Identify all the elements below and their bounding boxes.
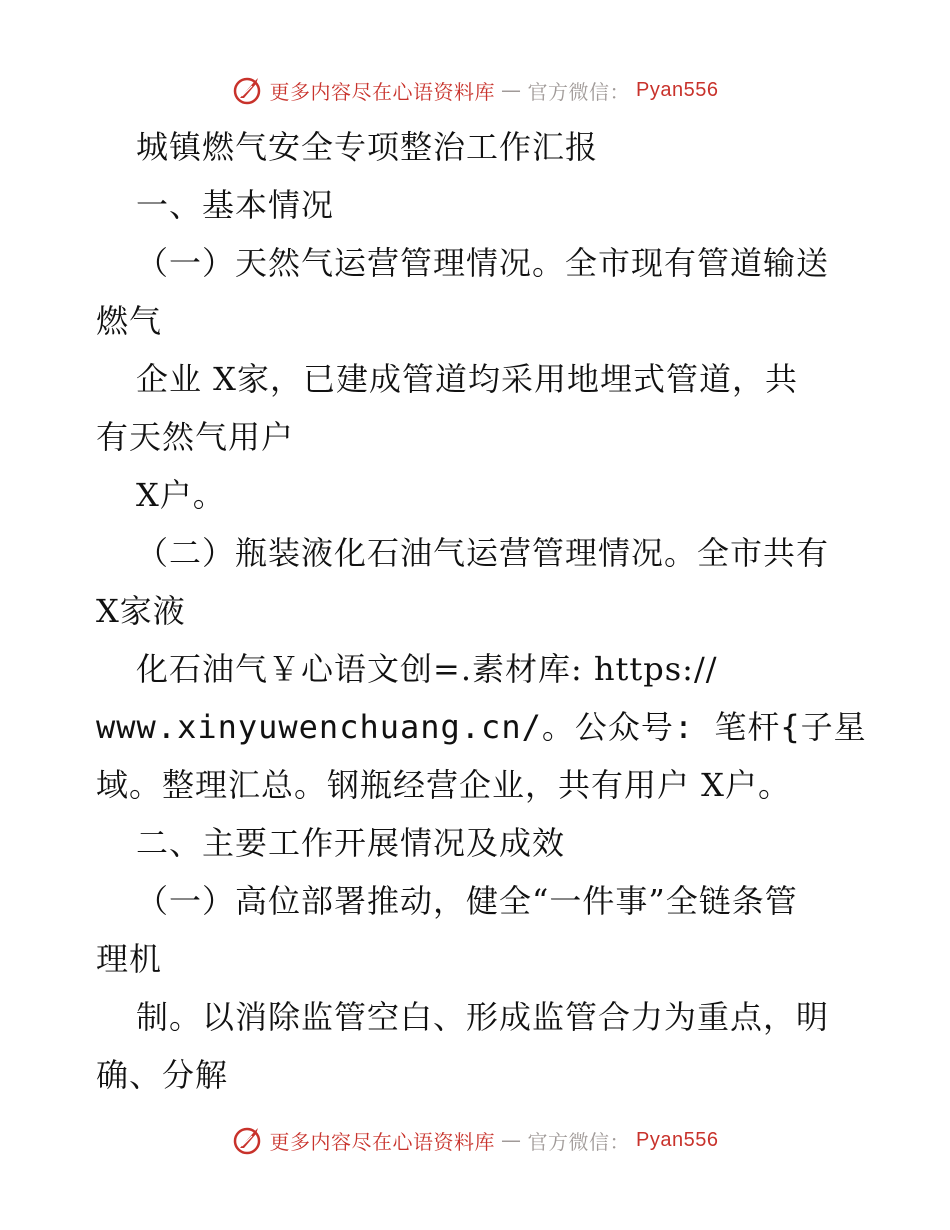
watermark-account: Pyan556 (636, 1128, 719, 1151)
paragraph-line: 企业 X家，已建成管道均采用地埋式管道，共 (136, 360, 798, 398)
paragraph-line: X家液 (96, 592, 186, 630)
paragraph-line: 燃气 (96, 302, 163, 340)
document-title: 城镇燃气安全专项整治工作汇报 (136, 128, 599, 166)
watermark-wechat-label: 官方微信： (527, 79, 631, 104)
paragraph-line: 理机 (96, 940, 163, 978)
watermark-dash: — (501, 78, 522, 102)
paragraph-line: 确、分解 (96, 1056, 229, 1094)
paragraph-line: 域。整理汇总。钢瓶经营企业，共有用户 X户。 (96, 766, 791, 804)
footer-watermark (0, 1120, 950, 1160)
paragraph-line: www.xinyuwenchuang.cn/。公众号: 笔杆{子星 (96, 708, 867, 746)
document-body (96, 118, 866, 1104)
section-heading-2: 二、主要工作开展情况及成效 (136, 824, 566, 862)
watermark-wechat-label: 官方微信： (527, 1129, 631, 1154)
paragraph-line: （一）高位部署推动，健全“一件事”全链条管 (136, 882, 798, 920)
paragraph-line: X户。 (136, 476, 226, 514)
watermark-account: Pyan556 (636, 78, 719, 101)
watermark-main-text: 更多内容尽在心语资料库 (269, 79, 496, 104)
watermark-dash: — (501, 1128, 522, 1152)
quill-pen-logo-icon (232, 74, 264, 106)
paragraph-line: 有天然气用户 (96, 418, 295, 456)
paragraph-line: 化石油气￥心语文创=.素材库: https:// (136, 650, 718, 688)
quill-pen-logo-icon (232, 1124, 264, 1156)
paragraph-line: 制。以消除监管空白、形成监管合力为重点，明 (136, 998, 830, 1036)
paragraph-line: （一）天然气运营管理情况。全市现有管道输送 (136, 244, 830, 282)
header-watermark (0, 70, 950, 110)
paragraph-line: （二）瓶装液化石油气运营管理情况。全市共有 (136, 534, 830, 572)
watermark-main-text: 更多内容尽在心语资料库 (269, 1129, 496, 1154)
section-heading-1: 一、基本情况 (136, 186, 335, 224)
